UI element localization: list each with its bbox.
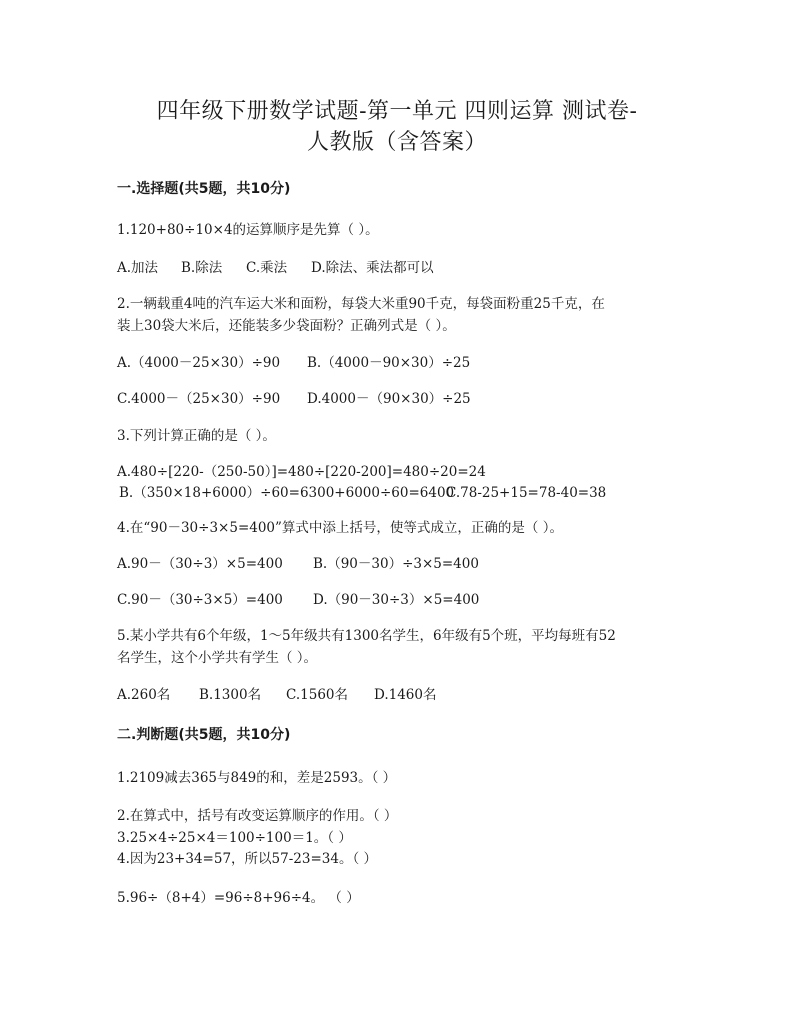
answer-option: B.（4000－90×30）÷25 <box>307 355 471 371</box>
question-stem-continued: 名学生，这个小学共有学生（ ）。 <box>117 650 318 666</box>
answer-option: C.90－（30÷3×5）=400 <box>117 592 283 608</box>
answer-option: A.90－（30÷3）×5=400 <box>117 556 283 572</box>
answer-option: A.480÷[220-（250-50）]=480÷[220-200]=480÷20=24 <box>117 464 486 480</box>
answer-option: D.除法、乘法都可以 <box>311 260 434 276</box>
answer-option: D.1460名 <box>374 687 437 703</box>
question-stem: 4.在“90－30÷3×5=400”算式中添上括号，使等式成立，正确的是（ ）。 <box>117 520 563 536</box>
page-title: 四年级下册数学试题-第一单元 四则运算 测试卷- <box>156 99 638 124</box>
question-stem: 2.一辆载重4吨的汽车运大米和面粉，每袋大米重90千克，每袋面粉重25千克，在 <box>117 296 605 312</box>
judgement-question: 2.在算式中，括号有改变运算顺序的作用。（ ） <box>117 808 398 824</box>
judgement-question: 5.96÷（8+4）=96÷8+96÷4。 （ ） <box>117 890 360 906</box>
answer-option: B.（350×18+6000）÷60=6300+6000÷60=6400 <box>119 485 455 501</box>
question-stem: 5.某小学共有6个年级，1～5年级共有1300名学生，6年级有5个班，平均每班有52 <box>117 628 616 644</box>
judgement-question: 3.25×4÷25×4＝100÷100＝1。（ ） <box>117 830 352 846</box>
answer-option: A.260名 <box>117 687 171 703</box>
answer-option: C.78-25+15=78-40=38 <box>446 485 607 501</box>
question-stem: 3.下列计算正确的是（ ）。 <box>117 428 276 444</box>
judgement-question: 1.2109减去365与849的和，差是2593。（ ） <box>117 770 397 786</box>
question-stem: 1.120+80÷10×4的运算顺序是先算（ ）。 <box>117 222 379 238</box>
answer-option: A.加法 <box>117 260 159 276</box>
section-header-multiple-choice: 一.选择题(共5题，共10分) <box>117 181 291 197</box>
answer-option: D.4000－（90×30）÷25 <box>307 391 471 407</box>
answer-option: C.4000－（25×30）÷90 <box>117 391 281 407</box>
page-subtitle: 人教版（含答案） <box>306 130 487 155</box>
answer-option: C.1560名 <box>286 687 348 703</box>
answer-option: A.（4000－25×30）÷90 <box>117 355 281 371</box>
answer-option: B.1300名 <box>199 687 262 703</box>
answer-option: B.除法 <box>181 260 223 276</box>
question-stem-continued: 装上30袋大米后，还能装多少袋面粉？正确列式是（ ）。 <box>117 318 456 334</box>
answer-option: C.乘法 <box>246 260 288 276</box>
answer-option: D.（90－30÷3）×5=400 <box>313 592 480 608</box>
judgement-question: 4.因为23+34=57，所以57-23=34。（ ） <box>117 851 377 867</box>
section-header-true-false: 二.判断题(共5题，共10分) <box>117 727 291 743</box>
answer-option: B.（90－30）÷3×5=400 <box>313 556 479 572</box>
